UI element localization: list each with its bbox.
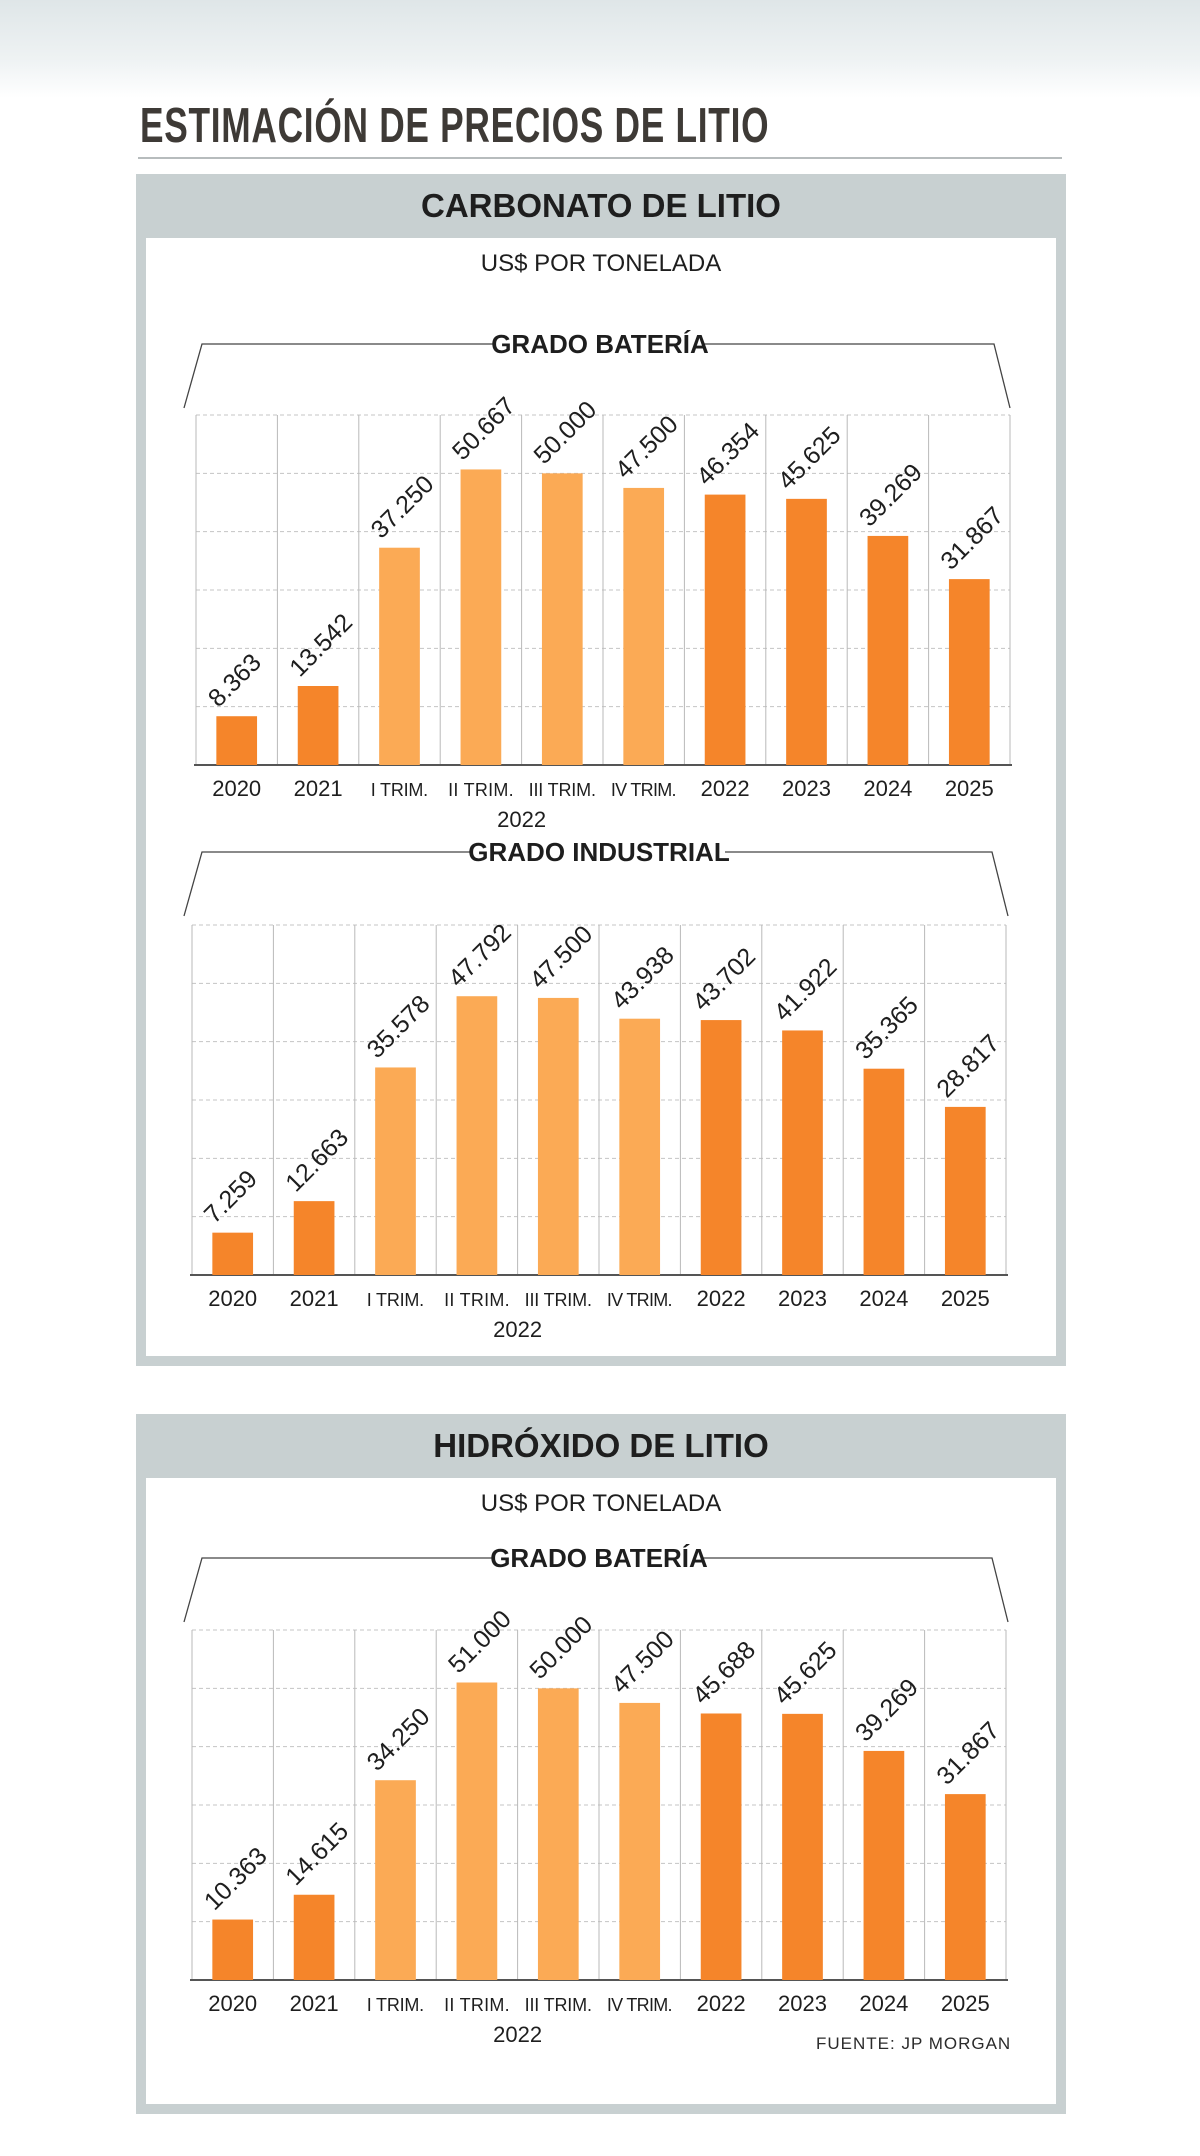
x-tick-label: 2022	[696, 1286, 746, 1311]
data-label: 8.363	[202, 648, 267, 713]
x-tick-label: I TRIM.	[366, 1995, 425, 2015]
data-label: 34.250	[361, 1702, 436, 1777]
hidroxido-panel-title: HIDRÓXIDO DE LITIO	[433, 1427, 769, 1464]
x-tick-label: 2020	[208, 1286, 258, 1311]
data-label: 43.702	[687, 942, 762, 1017]
x-tick-label: 2024	[859, 1991, 909, 2016]
x-tick-label: II TRIM.	[444, 1995, 510, 2015]
chart-title: GRADO INDUSTRIAL	[468, 837, 730, 867]
x-group-label: 2022	[497, 807, 547, 832]
data-label: 10.363	[198, 1841, 273, 1916]
x-tick-label: 2025	[940, 1286, 990, 1311]
x-tick-label: 2025	[944, 776, 994, 801]
data-label: 50.000	[528, 395, 603, 470]
bar-i-trim	[375, 1780, 416, 1980]
bar-2021	[294, 1895, 335, 1980]
data-label: 39.269	[853, 458, 928, 533]
x-tick-label: 2023	[778, 1286, 827, 1311]
data-label: 47.792	[442, 918, 517, 993]
bar-ii-trim	[457, 1683, 498, 1981]
data-label: 12.663	[280, 1123, 355, 1198]
x-tick-label: IV TRIM.	[606, 1290, 673, 1310]
bar-2023	[782, 1714, 823, 1980]
carbonato-unit-label: US$ POR TONELADA	[480, 250, 722, 277]
bar-2024	[864, 1751, 905, 1980]
data-label: 31.867	[931, 1716, 1006, 1791]
x-tick-label: 2025	[940, 1991, 990, 2016]
data-label: 39.269	[849, 1673, 924, 1748]
x-group-label: 2022	[493, 2022, 543, 2047]
bar-iv-trim	[619, 1703, 660, 1980]
bracket-line-left	[184, 1558, 495, 1622]
bar-2020	[212, 1920, 253, 1980]
page-title: ESTIMACIÓN DE PRECIOS DE LITIO	[140, 99, 770, 153]
x-tick-label: 2021	[293, 776, 343, 801]
data-label: 43.938	[605, 941, 680, 1015]
data-label: 45.625	[768, 1636, 843, 1711]
data-label: 47.500	[609, 410, 684, 485]
data-label: 50.000	[524, 1610, 599, 1685]
bar-iii-trim	[538, 1688, 579, 1980]
data-label: 35.365	[849, 991, 924, 1065]
x-tick-label: 2022	[700, 776, 750, 801]
x-tick-label: I TRIM.	[366, 1290, 425, 1310]
x-tick-label: 2022	[696, 1991, 746, 2016]
x-tick-label: 2020	[208, 1991, 258, 2016]
x-tick-label: 2023	[782, 776, 831, 801]
data-label: 31.867	[935, 501, 1010, 576]
x-tick-label: III TRIM.	[524, 1290, 592, 1310]
x-group-label: 2022	[493, 1317, 543, 1342]
carbonato-panel-title: CARBONATO DE LITIO	[421, 187, 781, 224]
x-tick-label: I TRIM.	[370, 780, 429, 800]
x-tick-label: 2024	[859, 1286, 909, 1311]
data-label: 46.354	[691, 416, 766, 491]
chart-title: GRADO BATERÍA	[490, 1543, 708, 1573]
x-tick-label: II TRIM.	[448, 780, 514, 800]
data-label: 47.500	[524, 920, 599, 995]
data-label: 45.688	[687, 1635, 762, 1710]
x-tick-label: II TRIM.	[444, 1290, 510, 1310]
x-tick-label: 2021	[289, 1286, 339, 1311]
x-tick-label: III TRIM.	[528, 780, 596, 800]
data-label: 51.000	[442, 1604, 517, 1679]
data-label: 45.625	[772, 421, 847, 496]
data-label: 28.817	[931, 1029, 1006, 1104]
x-tick-label: 2021	[289, 1991, 339, 2016]
x-tick-label: IV TRIM.	[610, 780, 677, 800]
data-label: 41.922	[768, 952, 843, 1027]
x-tick-label: IV TRIM.	[606, 1995, 673, 2015]
x-tick-label: 2024	[863, 776, 913, 801]
source-note: FUENTE: JP MORGAN	[816, 2034, 1012, 2053]
bar-2025	[945, 1794, 986, 1980]
data-label: 37.250	[365, 470, 440, 544]
x-tick-label: III TRIM.	[524, 1995, 592, 2015]
bar-2022	[701, 1713, 742, 1980]
data-label: 13.542	[284, 608, 359, 683]
data-label: 7.259	[198, 1164, 263, 1229]
data-label: 50.667	[446, 391, 521, 466]
data-label: 14.615	[280, 1817, 355, 1891]
x-tick-label: 2020	[212, 776, 262, 801]
x-tick-label: 2023	[778, 1991, 827, 2016]
data-label: 47.500	[605, 1625, 680, 1700]
hidroxido-unit-label: US$ POR TONELADA	[480, 1490, 722, 1517]
chart-title: GRADO BATERÍA	[491, 329, 709, 359]
data-label: 35.578	[361, 989, 436, 1064]
bracket-line-right	[703, 1558, 1008, 1622]
